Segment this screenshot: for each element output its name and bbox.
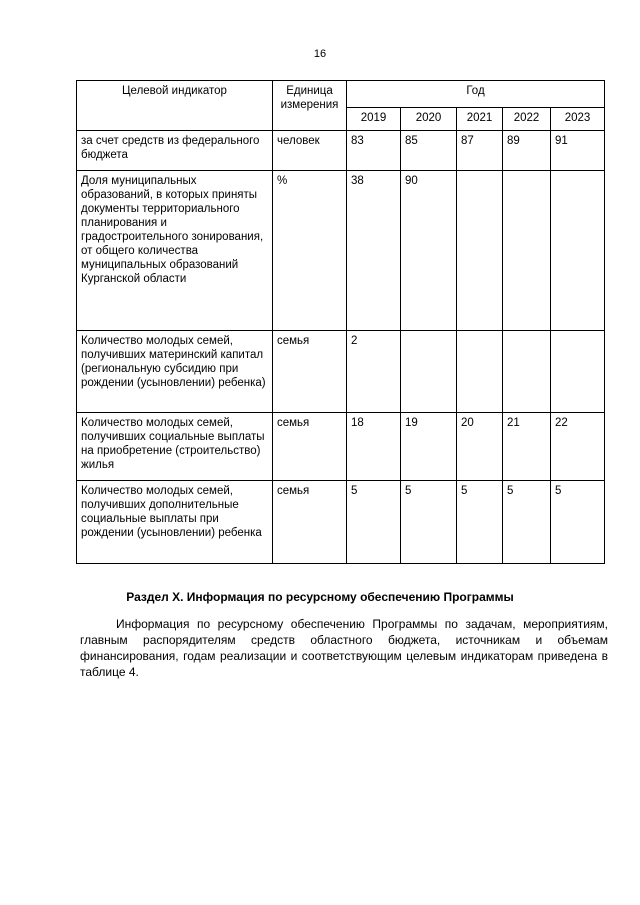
unit-cell: человек: [273, 131, 347, 171]
value-cell: 83: [347, 131, 401, 171]
value-cell: 38: [347, 171, 401, 331]
header-year-group: Год: [347, 81, 605, 108]
value-cell: 18: [347, 413, 401, 481]
indicator-cell: Количество молодых семей, получивших социальные выплаты на приобретение (строительство) жилья: [77, 413, 273, 481]
value-cell: [457, 171, 503, 331]
value-cell: [401, 331, 457, 413]
value-cell: [551, 331, 605, 413]
value-cell: [503, 171, 551, 331]
value-cell: 87: [457, 131, 503, 171]
table-row: [77, 481, 605, 564]
indicator-cell: Доля муниципальных образований, в которых приняты документы территориального планирования и градостроительного зонирования, от общего количества муниципальных образований Курганской области: [77, 171, 273, 331]
header-year: 2019: [347, 108, 401, 131]
table-row: [77, 331, 605, 413]
value-cell: 22: [551, 413, 605, 481]
header-unit: Единица измерения: [273, 81, 347, 131]
header-year: 2023: [551, 108, 605, 131]
value-cell: 19: [401, 413, 457, 481]
value-cell: [503, 331, 551, 413]
indicator-cell: Количество молодых семей, получивших дополнительные социальные выплаты при рождении (усыновлении) ребенка: [77, 481, 273, 564]
value-cell: [551, 171, 605, 331]
value-cell: 90: [401, 171, 457, 331]
value-cell: 5: [401, 481, 457, 564]
header-year: 2021: [457, 108, 503, 131]
indicator-cell: за счет средств из федерального бюджета: [77, 131, 273, 171]
header-year: 2020: [401, 108, 457, 131]
table-row: [77, 171, 605, 331]
value-cell: 91: [551, 131, 605, 171]
value-cell: [457, 331, 503, 413]
value-cell: 5: [551, 481, 605, 564]
table-row: [77, 413, 605, 481]
target-indicators-table: [76, 80, 605, 564]
unit-cell: семья: [273, 481, 347, 564]
value-cell: 5: [457, 481, 503, 564]
header-indicator: Целевой индикатор: [77, 81, 273, 131]
header-year: 2022: [503, 108, 551, 131]
value-cell: 5: [347, 481, 401, 564]
section-heading: Раздел X. Информация по ресурсному обеспечению Программы: [126, 590, 514, 604]
value-cell: 20: [457, 413, 503, 481]
value-cell: 21: [503, 413, 551, 481]
unit-cell: семья: [273, 413, 347, 481]
indicator-cell: Количество молодых семей, получивших материнский капитал (региональную субсидию при рождении (усыновлении) ребенка): [77, 331, 273, 413]
value-cell: 89: [503, 131, 551, 171]
body-paragraph: Информация по ресурсному обеспечению Программы по задачам, мероприятиям, главным распорядителям средств областного бюджета, источникам и объемам финансирования, годам реализации и соответствующим целевым индикаторам приведена в таблице 4.: [80, 617, 608, 679]
value-cell: 2: [347, 331, 401, 413]
page-number: 16: [313, 48, 327, 60]
unit-cell: %: [273, 171, 347, 331]
unit-cell: семья: [273, 331, 347, 413]
table-row: [77, 131, 605, 171]
value-cell: 5: [503, 481, 551, 564]
value-cell: 85: [401, 131, 457, 171]
